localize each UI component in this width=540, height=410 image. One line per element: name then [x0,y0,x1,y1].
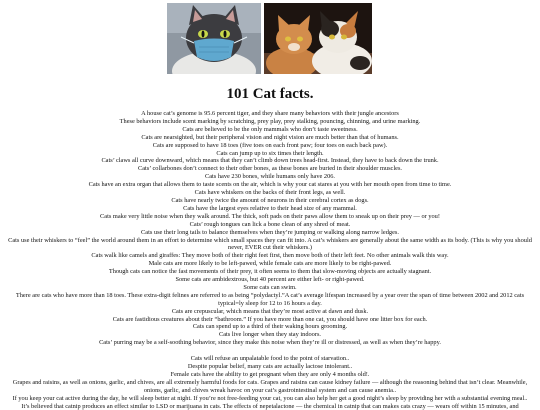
cats-image [264,3,372,74]
fact-item: Male cats are more likely to be left-pawed, while female cats are more likely to be right-pawed. [148,260,392,268]
fact-item: Cats are fastidious creatures about their “bathroom.” If you have more than one cat, you should have one litter box for each. [112,315,428,323]
fact-item: Cats are supposed to have 18 toes (five toes on each front paw; four toes on each back paw). [152,141,388,149]
fact-item: If you keep your cat active during the day, he will sleep better at night. If you’re not free-feeding your cat, you can also help her get a good night’s sleep by providing her with a substantial evening meal.. [12,394,528,402]
fact-item: It’s believed that catnip produces an effect similar to LSD or marijuana in cats. The effects of nepetalactone — the chemical in catnip that can makes cats crazy — wears off within 15 minutes, and [21,402,519,410]
fact-item: Cats’ collarbones don’t connect to their other bones, as these bones are buried in their shoulder muscles. [137,165,402,173]
fact-item: Cats can spend up to a third of their waking hours grooming. [192,323,348,331]
cat-mask-image [167,3,261,74]
fact-item: Though cats can notice the fast movements of their prey, it often seems to them that slow-moving objects are actually stagnant. [108,268,432,276]
fact-item: Cats live longer when they stay indoors. [218,331,321,339]
fact-item: Cats’ rough tongues can lick a bone clean of any shred of meat. [189,220,351,228]
fact-item: Cats use their whiskers to “feel” the world around them in an effort to determine which small spaces they can fit into. A cat’s whiskers are generally about the same width as its body. (This is why you should never, EVER cut their whiskers.) [8,236,532,252]
fact-item: There are cats who have more than 18 toes. These extra-digit felines are referred to as being “polydactyl.”A cat’s average lifespan increased by a year over the span of time between 2002 and 2012 cats typical=ly sleep for 12 to 16 hours a day. [15,291,525,307]
fact-item: Cats use their long tails to balance themselves when they’re jumping or walking along narrow ledges. [141,228,399,236]
fact-item: Some cats are ambidextrous, but 40 percent are either left- or right-pawed. [175,276,365,284]
cats-photo [264,3,372,74]
fact-item: Cats are crepuscular, which means that they’re most active at dawn and dusk. [171,307,369,315]
fact-item: Cats have an extra organ that allows them to taste scents on the air, which is why your cat stares at you with her mouth open from time to time. [88,181,452,189]
fact-item: A house cat’s genome is 95.6 percent tiger, and they share many behaviors with their jungle ancestors [141,110,399,117]
fact-item: Despite popular belief, many cats are actually lactose intolerant.. [187,362,353,370]
fact-item: Cats have the largest eyes relative to their head size of any mammal. [183,204,357,212]
fact-item: Cats can jump up to six times their length. [216,149,324,157]
facts-list [3,110,537,410]
fact-item: Cats have nearly twice the amount of neurons in their cerebral cortex as dogs. [171,196,369,204]
fact-item: Cats walk like camels and giraffes: They move both of their right feet first, then move both of their left feet. No other animals walk this way. [91,252,449,260]
fact-item: These behaviors include scent marking by scratching, prey play, prey stalking, pouncing, chinning, and urine marking. [119,117,421,125]
fact-spacer [3,347,537,355]
fact-item: Grapes and raisins, as well as onions, garlic, and chives, are all extremely harmful foods for cats. Grapes and raisins can cause kidney failure — although the reasoning behind that isn’t clear. Meanwhile, onions, garlic, and chives wreak havoc on your cat’s gastrointestinal system and can cause anemia.. [12,378,528,394]
fact-item: Cats have whiskers on the backs of their front legs, as well. [194,189,346,197]
page-title: 101 Cat facts. [226,86,314,102]
fact-item: Cats’ claws all curve downward, which means that they can’t climb down trees head-first. Instead, they have to back down the trunk. [101,157,439,165]
fact-item: Some cats can swim. [243,283,297,291]
fact-item: Cats will refuse an unpalatable food to the point of starvation.. [190,355,350,363]
fact-item: Female cats have the ability to get pregnant when they are only 4 months old!. [170,370,370,378]
fact-item: Cats make very little noise when they walk around. The thick, soft pads on their paws allow them to sneak up on their prey — or you! [100,212,440,220]
fact-item: Cats are believed to be the only mammals who don’t taste sweetness. [182,125,358,133]
header-images [0,3,540,74]
cat-mask-photo [167,3,261,74]
fact-item: Cats are nearsighted, but their peripheral vision and night vision are much better than that of humans. [141,133,399,141]
fact-item: Cats have 230 bones, while humans only have 206. [204,173,336,181]
fact-item: Cats’ purring may be a self-soothing behavior, since they make this noise when they’re ill or distressed, as well as when they’re happy. [99,339,441,347]
